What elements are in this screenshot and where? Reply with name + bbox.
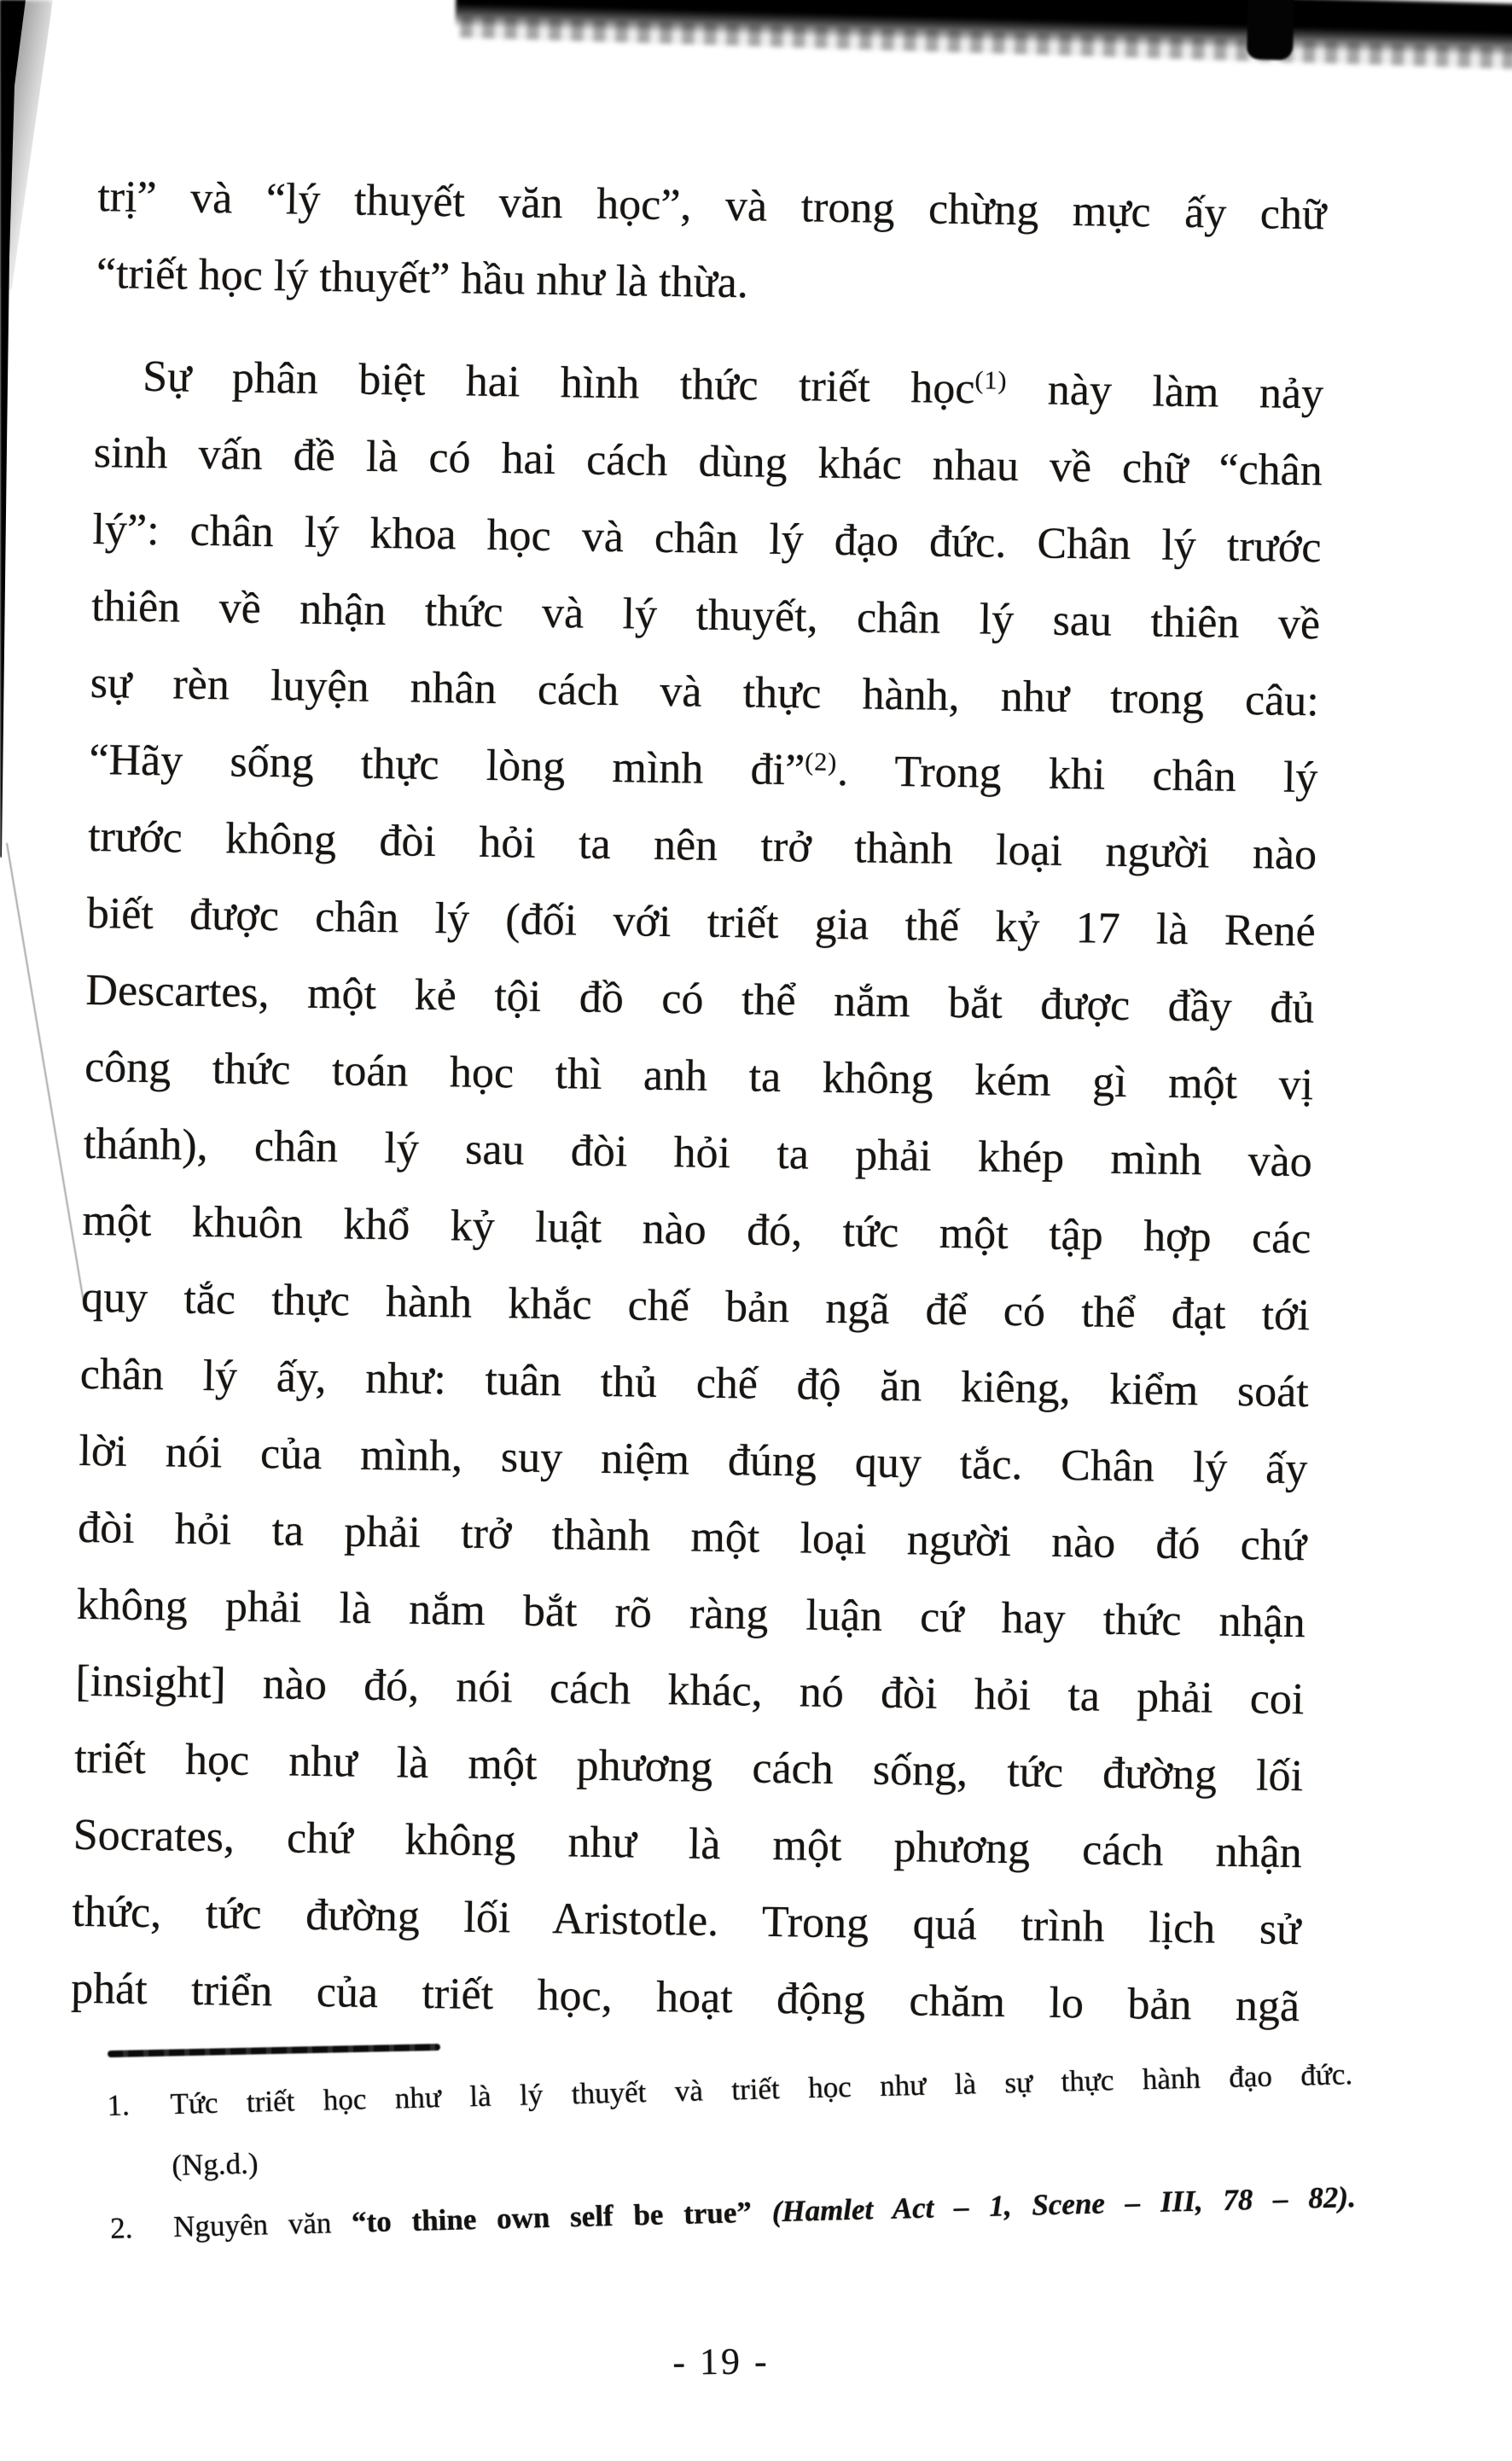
body-line: sinh vấn đề là có hai cách dùng khác nhau về chữ “chân — [93, 428, 1323, 496]
footnote-1-marker: 1. — [107, 2088, 131, 2122]
footnote-2-citation: (Hamlet Act – 1, Scene – III, 78 – 82). — [751, 2179, 1357, 2229]
body-line: công thức toán học thì anh ta không kém gì một vị — [84, 1042, 1314, 1110]
footnote-2-marker: 2. — [109, 2211, 133, 2245]
footnote-1-continuation-text: (Ng.d.) — [171, 2146, 259, 2183]
body-line: trước không đòi hỏi ta nên trở thành loại người nào — [87, 812, 1317, 880]
footnote-ref-1: (1) — [974, 366, 1008, 395]
body-line: thiên về nhận thức và lý thuyết, chân lý sau thiên về — [90, 581, 1321, 649]
body-text-block — [71, 159, 1327, 2045]
body-line: biết được chân lý (đối với triết gia thế kỷ 17 là René — [86, 888, 1317, 957]
body-line: thức, tức đường lối Aristotle. Trong quá trình lịch sử — [72, 1887, 1301, 1955]
paragraph-1 — [96, 159, 1327, 330]
paragraph-2 — [71, 338, 1324, 2045]
body-line: triết học như là một phương cách sống, tức đường lối — [73, 1733, 1304, 1801]
body-line: Sự phân biệt hai hình thức triết học$^{(1)}$ này làm nảy — [142, 352, 1324, 419]
body-line: Socrates, chứ không như là một phương cách nhận — [73, 1810, 1303, 1878]
body-line: trị” và “lý thuyết văn học”, và trong chừng mực ấy chữ — [96, 172, 1327, 240]
footnote-ref-2: (2) — [805, 748, 838, 777]
footnote-separator-rule — [108, 2044, 440, 2057]
body-line: một khuôn khổ kỷ luật nào đó, tức một tập hợp các — [82, 1196, 1311, 1264]
body-line: “triết học lý thuyết” hầu như là thừa. — [96, 248, 749, 308]
scan-artifact-top-haze — [460, 15, 1512, 69]
body-line: lý”: chân lý khoa học và chân lý đạo đức. Chân lý trước — [92, 504, 1322, 573]
scan-artifact-left-scratch — [6, 843, 84, 1302]
scan-artifact-top-blob — [1247, 0, 1295, 61]
body-line: “Hãy sống thực lòng mình đi”$^{(2)}$. Trong khi chân lý — [89, 735, 1318, 803]
body-line: không phải là nắm bắt rõ ràng luận cứ hay thức nhận — [76, 1580, 1306, 1648]
footnote-1-continuation-indent — [108, 2135, 173, 2198]
body-line: thánh), chân lý sau đòi hỏi ta phải khép mình vào — [83, 1119, 1313, 1187]
scan-artifact-left-fuzz — [0, 0, 53, 290]
body-line: Descartes, một kẻ tội đồ có thể nắm bắt được đầy đủ — [85, 965, 1315, 1033]
page-number: - 19 - — [672, 2340, 770, 2383]
body-line: chân lý ấy, như: tuân thủ chế độ ăn kiêng, kiểm soát — [79, 1349, 1310, 1417]
body-line: lời nói của mình, suy niệm đúng quy tắc. Chân lý ấy — [79, 1426, 1308, 1494]
scan-artifact-top-band — [455, 0, 1512, 58]
body-line: quy tắc thực hành khắc chế bản ngã để có thể đạt tới — [80, 1272, 1311, 1341]
footnote-2-prefix: Nguyên văn — [172, 2205, 352, 2244]
body-line: [insight] nào đó, nói cách khác, nó đòi hỏi ta phải coi — [75, 1656, 1305, 1725]
body-line: đòi hỏi ta phải trở thành một loại người nào đó chứ — [77, 1503, 1307, 1571]
footnote-2-quote: “to thine own self be true” — [351, 2195, 753, 2239]
footnote-1-text: Tức triết học như là lý thuyết và triết học như là sự thực hành đạo đức. — [170, 2057, 1353, 2121]
body-line: sự rèn luyện nhân cách và thực hành, như trong câu: — [90, 658, 1320, 726]
body-line: phát triển của triết học, hoạt động chăm lo bản ngã — [70, 1964, 1300, 2032]
footnote-block — [106, 2020, 1357, 2260]
scan-artifact-left-strip — [0, 0, 29, 858]
